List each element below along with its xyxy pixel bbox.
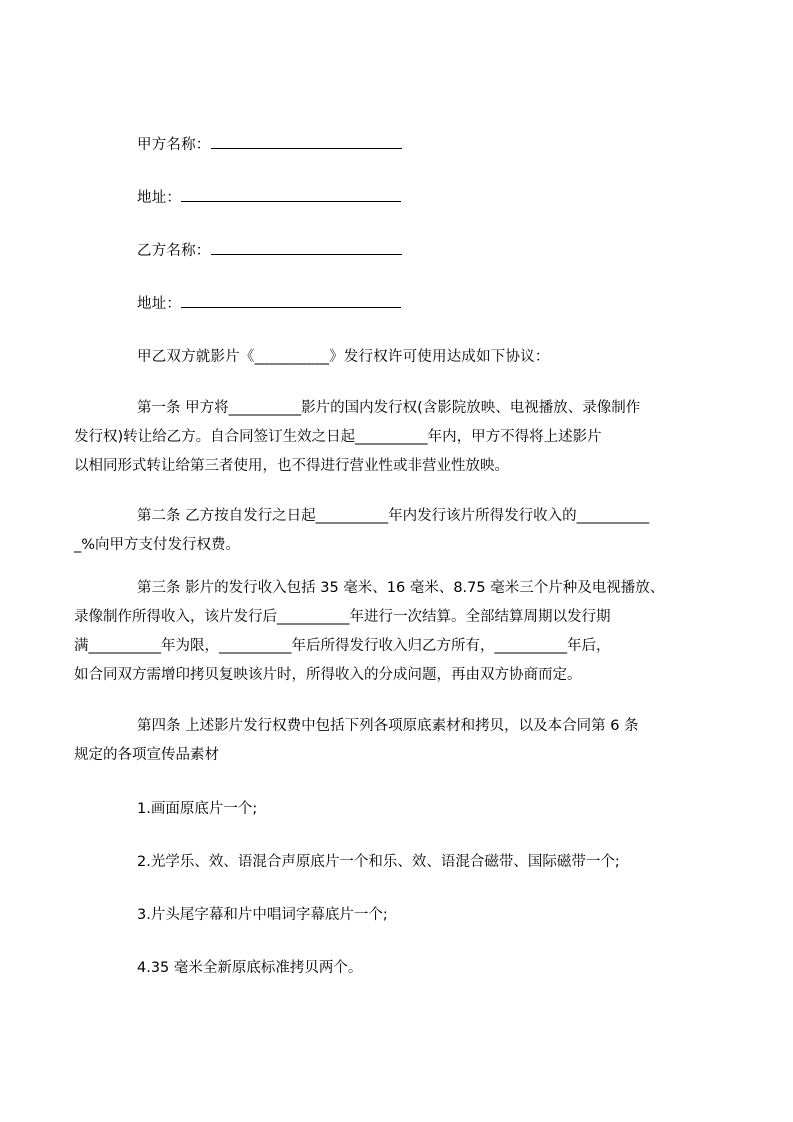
party-b-row [137,239,402,260]
address-b-row [137,292,401,313]
article-3-line-1: 第三条 影片的发行收入包括 35 毫米、16 毫米、8.75 毫米三个片种及电视播放、 [137,580,665,596]
intro-before: 甲乙双方就影片《 [137,349,255,365]
list-item-3: 3.片头尾字幕和片中唱词字幕底片一个; [137,907,388,923]
intro-blank: __________ [254,349,330,365]
address-b-label: 地址： [137,296,182,312]
article-2-line-1: 第二条 乙方按自发行之日起__________年内发行该片所得发行收入的__________ [137,508,650,524]
article-1-line-2: 发行权)转让给乙方。自合同签订生效之日起__________年内，甲方不得将上述影片 [74,429,602,445]
party-b-blank[interactable] [211,242,402,255]
list-item-2: 2.光学乐、效、语混合声原底片一个和乐、效、语混合磁带、国际磁带一个; [137,854,620,870]
intro-line [137,345,550,366]
address-a-label: 地址： [137,190,182,206]
article-4 [74,712,714,770]
article-1-line-1: 第一条 甲方将__________影片的国内发行权(含影院放映、电视播放、录像制作 [137,400,641,416]
party-a-row [137,133,402,154]
article-4-line-2: 规定的各项宣传品素材 [74,747,219,763]
article-2 [74,502,714,560]
list-item-1: 1.画面原底片一个; [137,801,258,817]
article-3 [74,574,714,690]
party-a-blank[interactable] [211,136,402,149]
article-3-line-2: 录像制作所得收入，该片发行后__________年进行一次结算。全部结算周期以发行期 [74,609,611,625]
article-4-line-1: 第四条 上述影片发行权费中包括下列各项原底素材和拷贝，以及本合同第 6 条 [137,718,639,734]
article-3-line-4: 如合同双方需增印拷贝复映该片时，所得收入的分成问题，再由双方协商而定。 [74,667,582,683]
party-b-label: 乙方名称： [137,243,211,259]
address-b-blank[interactable] [181,295,401,308]
intro-after: 》发行权许可使用达成如下协议： [329,349,550,365]
list-item-4: 4.35 毫米全新原底标准拷贝两个。 [137,960,363,976]
article-3-line-3: 满__________年为限，__________年后所得发行收入归乙方所有，__________年后， [74,638,611,654]
party-a-label: 甲方名称： [137,137,211,153]
article-1-line-3: 以相同形式转让给第三者使用，也不得进行营业性或非营业性放映。 [74,458,509,474]
address-a-blank[interactable] [181,189,401,202]
address-a-row [137,186,401,207]
article-1 [74,394,714,481]
article-2-line-2: _%向甲方支付发行权费。 [74,537,241,553]
